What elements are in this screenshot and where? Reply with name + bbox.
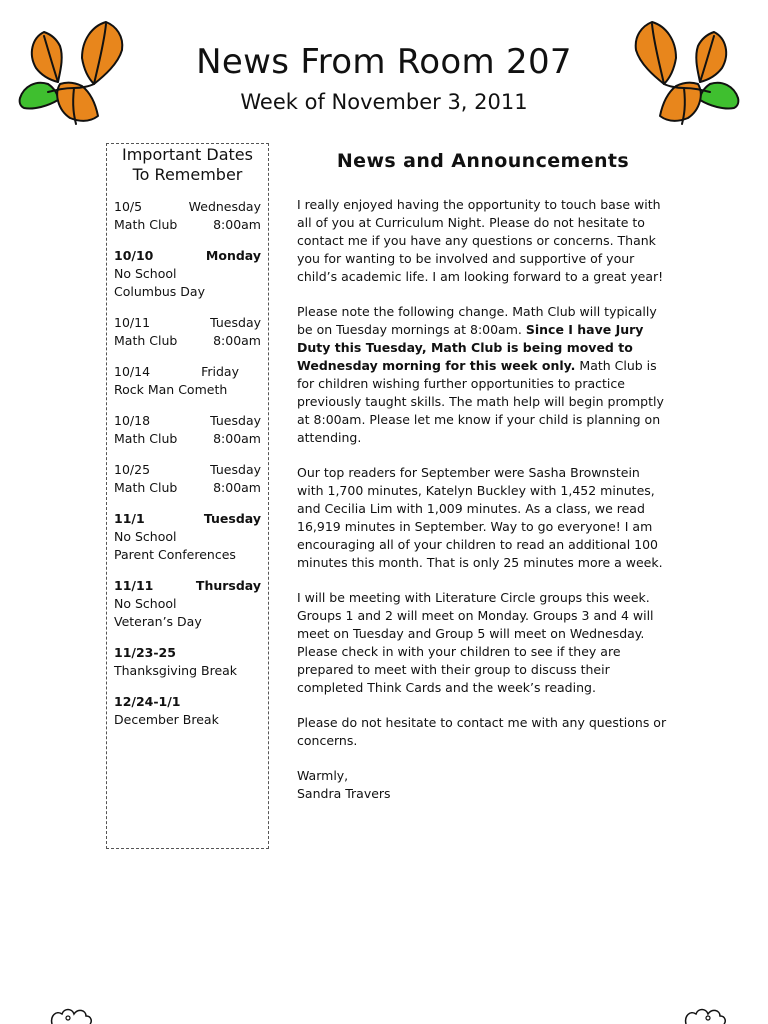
date-entry [114,693,261,729]
signature: Sandra Travers [297,786,391,801]
paragraph-bold-notice: Since I have Jury Duty this Tuesday, Math Club is being moved to Wednesday morning for this week only. [297,322,644,373]
entry-event: Math Club [114,333,178,348]
entry-day: Monday [205,248,261,263]
paragraph-math-club [297,303,669,447]
entry-event: Math Club [114,480,178,495]
date-entry [114,577,261,631]
entry-time: 8:00am [213,480,261,495]
sidebar-heading-line1: Important Dates [122,145,253,164]
entry-date: 10/18 [114,413,151,428]
entry-day: Tuesday [203,511,261,526]
date-entry [114,247,261,301]
entry-event: No School [114,529,177,544]
date-entry [114,644,261,680]
entry-event: Math Club [114,217,178,232]
entry-date: 10/25 [114,462,151,477]
closing: Warmly, [297,768,349,783]
announcements-column [297,148,669,803]
date-entry [114,412,261,448]
paragraph-top-readers: Our top readers for September were Sasha Brownstein with 1,700 minutes, Katelyn Buckley with 1,452 minutes, and Cecilia Lim with 1,009 minutes. As a class, we read 16,919 minutes in September. Way to go everyone! I am encouraging all of your children to read an additional 100 minutes this month. That is only 25 minutes more a week. [297,465,663,570]
sidebar-heading-line2: To Remember [132,165,243,184]
entry-day: Tuesday [210,315,261,330]
entry-event-detail: Columbus Day [114,284,205,299]
paragraph-text: Math Club is for children wishing further opportunities to practice previously taught skills. The math help will begin promptly at 8:00am. Please let me know if your child is planning on attending. [297,358,664,445]
entry-event: No School [114,266,177,281]
important-dates-sidebar [106,143,269,849]
entry-event: Rock Man Cometh [114,382,228,397]
entry-time: 8:00am [213,431,261,446]
entry-date: 10/11 [114,315,151,330]
entry-day: Tuesday [210,462,261,477]
entry-date: 11/1 [114,511,145,526]
date-entry [114,363,261,399]
entry-event-detail: Veteran’s Day [114,614,202,629]
entry-event: No School [114,596,177,611]
entry-event: Thanksgiving Break [114,663,238,678]
entry-date: 12/24-1/1 [114,694,181,709]
announcements-heading: News and Announcements [336,150,630,172]
date-entry [114,461,261,497]
page-title: News From Room 207 [196,42,572,82]
entry-time: 8:00am [213,217,261,232]
flower-doodle-icon [682,1006,728,1024]
flower-doodle-icon [48,1006,94,1024]
paragraph-curriculum-night: I really enjoyed having the opportunity to touch base with all of you at Curriculum Night. Please do not hesitate to contact me if you have any questions or concerns. Thank you for wanting to be involved and supportive of your child’s academic life. I am looking forward to a great year! [297,197,664,284]
sidebar-heading [114,145,261,185]
entry-day: Tuesday [210,413,261,428]
entry-date: 10/5 [114,199,143,214]
entry-event-detail: Parent Conferences [114,547,236,562]
entry-date: 10/10 [114,248,154,263]
paragraph-literature-circles: I will be meeting with Literature Circle groups this week. Groups 1 and 2 will meet on Monday. Groups 3 and 4 will meet on Tuesday and Group 5 will meet on Wednesday. Please check in with your children to see if they are prepared to meet with their group to discuss their completed Think Cards and the week’s reading. [297,590,654,695]
entry-event: December Break [114,712,219,727]
entry-day: Thursday [195,578,261,593]
date-entry [114,198,261,234]
page-subtitle: Week of November 3, 2011 [240,90,528,114]
date-entry [114,510,261,564]
paragraph-text: Please note the following change. Math Club will typically be on Tuesday mornings at 8:00am. [297,304,657,337]
entry-date: 10/14 [114,364,151,379]
entry-time: 8:00am [213,333,261,348]
entry-day: Friday [201,364,239,379]
entry-date: 11/23-25 [114,645,176,660]
date-entry [114,314,261,350]
paragraph-contact: Please do not hesitate to contact me with any questions or concerns. [297,715,667,748]
entry-date: 11/11 [114,578,154,593]
entry-day: Wednesday [188,199,261,214]
entry-event: Math Club [114,431,178,446]
